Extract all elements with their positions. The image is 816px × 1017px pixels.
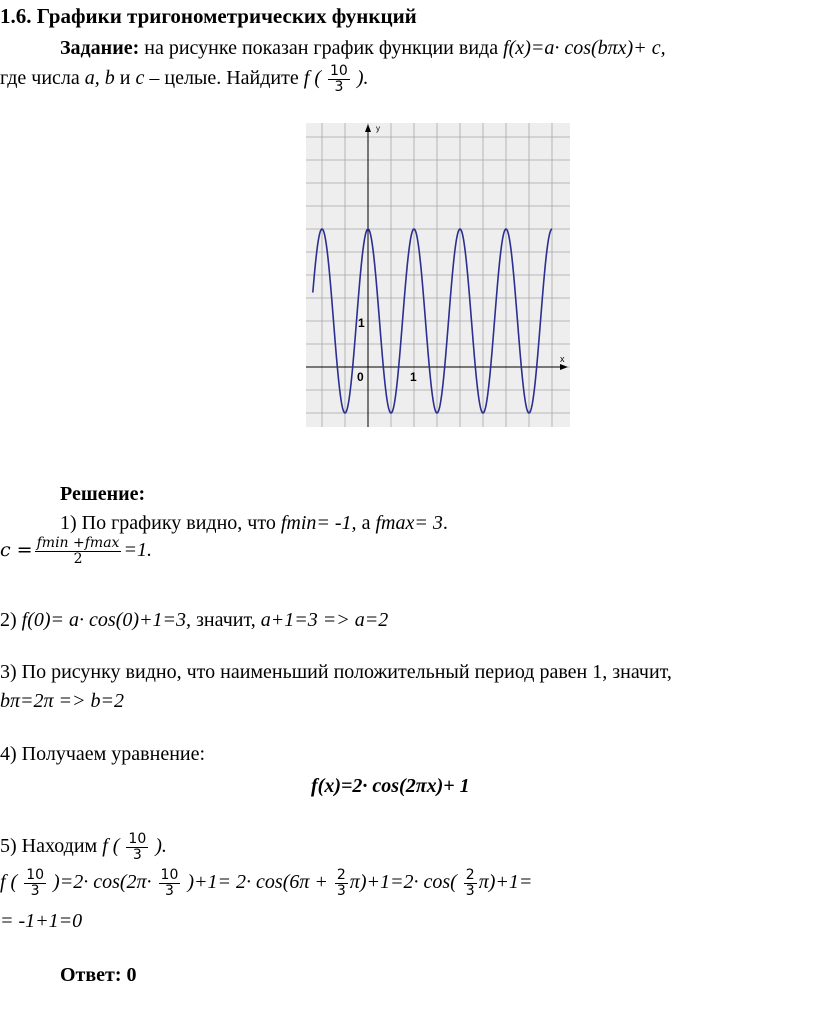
calculation-line-1: [0, 868, 532, 898]
f-open: f (: [303, 66, 326, 89]
step2-formula: f(0)= a· cos(0)+1=3,: [21, 609, 192, 631]
calc-part-d: π)+1=2· cos(: [349, 870, 462, 893]
calc-den-2: 3: [165, 882, 174, 899]
var-c: c: [135, 66, 145, 89]
fraction-denominator: 3: [334, 78, 344, 95]
task-text-3: – целые. Найдите: [144, 66, 304, 89]
calc-part-b: )=2· cos(2π·: [48, 870, 157, 893]
x-tick-label: 1: [410, 370, 417, 384]
calc-num-4: 2: [465, 867, 475, 883]
step5-numerator: 10: [128, 831, 147, 847]
step5-f: f (: [102, 834, 125, 857]
calc-part-c: )+1= 2· cos(6π +: [182, 870, 333, 893]
solution-step-3-line-1: 3) По рисунку видно, что наименьший положительный период равен 1, значит,: [0, 661, 672, 683]
answer: Ответ: 0: [60, 964, 137, 986]
calc-num-3: 2: [336, 867, 346, 883]
task-text: на рисунке показан график функции вида: [139, 37, 504, 59]
step5-close: ).: [150, 834, 167, 857]
fraction-numerator: 10: [329, 63, 348, 79]
calc-part-a: f (: [0, 870, 23, 893]
y-axis-label: y: [376, 124, 380, 133]
c-formula: [0, 536, 152, 566]
calc-part-e: π)+1=: [478, 870, 533, 893]
calc-num-2: 10: [160, 867, 179, 883]
task-label: Задание:: [60, 37, 140, 59]
solution-step-3-line-2: bπ=2π => b=2: [0, 690, 125, 712]
step2-result: a+1=3 => a=2: [260, 609, 389, 631]
fmin-value: fmin= -1,: [280, 512, 357, 534]
step5-text: 5) Находим: [0, 834, 103, 857]
calc-fraction-4: [464, 868, 477, 898]
task-line-2: [0, 64, 368, 94]
c-rhs: =1.: [123, 538, 152, 561]
calc-den-3: 3: [336, 882, 346, 899]
calc-fraction-1: [24, 868, 46, 898]
calc-fraction-2: [159, 868, 181, 898]
page-title: 1.6. Графики тригонометрических функций: [0, 4, 417, 28]
step5-fraction: [126, 832, 148, 862]
solution-step-1: [60, 512, 448, 535]
task-text-2: где числа: [0, 66, 85, 89]
x-axis-label: x: [560, 354, 565, 364]
c-lhs: c =: [0, 538, 33, 561]
solution-step-4: 4) Получаем уравнение:: [0, 743, 206, 765]
fmax-value: fmax= 3: [375, 512, 443, 534]
function-graph: [306, 123, 570, 427]
solution-step-5: [0, 832, 167, 862]
step1-dot: .: [442, 512, 448, 534]
vars-ab: a, b: [84, 66, 115, 89]
a-word: а: [356, 512, 376, 534]
step5-denominator: 3: [132, 846, 142, 863]
calculation-line-2: = -1+1=0: [0, 910, 83, 932]
calc-fraction-3: [335, 868, 348, 898]
solution-label: Решение:: [60, 483, 146, 505]
calc-num-1: 10: [26, 867, 45, 883]
c-numerator: fmin +fmax: [36, 535, 120, 551]
task-line-1: [60, 37, 666, 60]
y-tick-label: 1: [358, 316, 365, 330]
origin-label: 0: [357, 370, 364, 384]
c-denominator: 2: [73, 550, 83, 567]
and-word: и: [114, 66, 136, 89]
calc-den-1: 3: [30, 882, 40, 899]
solution-step-2: [0, 609, 388, 632]
fraction-10-3: [328, 64, 350, 94]
task-formula: f(x)=a· cos(bπx)+ c,: [503, 37, 666, 59]
step2-text: значит,: [191, 609, 261, 631]
final-equation: f(x)=2· cos(2πx)+ 1: [311, 775, 470, 797]
step1-text: 1) По графику видно, что: [60, 512, 281, 534]
step2-number: 2): [0, 609, 22, 631]
f-close: ).: [351, 66, 369, 89]
calc-den-4: 3: [465, 882, 475, 899]
c-fraction: [35, 536, 122, 566]
